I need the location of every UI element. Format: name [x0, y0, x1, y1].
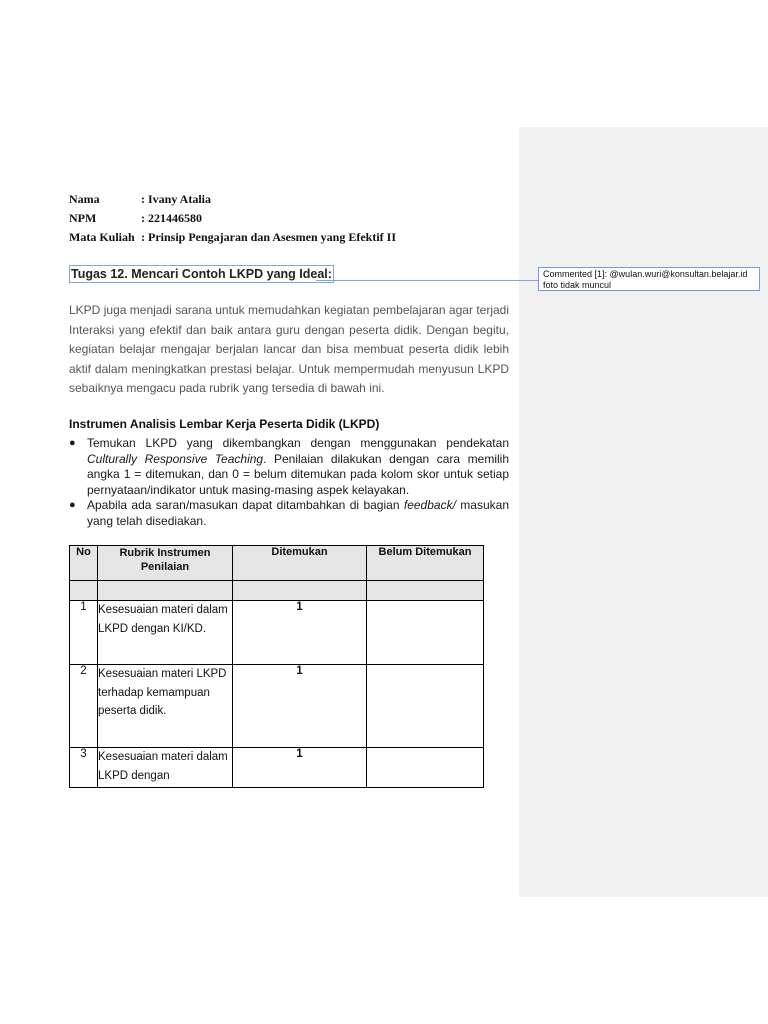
npm-label: NPM	[69, 211, 97, 225]
list-item-text: Apabila ada saran/masukan dapat ditambahkan di bagian feedback/ masukan yang telah disediakan.	[87, 498, 509, 528]
npm-row	[69, 209, 396, 228]
header-no: No	[70, 546, 98, 581]
rubric-table	[69, 545, 484, 788]
table-row	[70, 601, 484, 665]
comment-pane	[519, 127, 768, 897]
table-row	[70, 665, 484, 748]
table-cell	[233, 581, 367, 601]
matkul-value: : Prinsip Pengajaran dan Asesmen yang Efektif II	[141, 230, 397, 244]
table-row	[70, 748, 484, 788]
header-rubrik: Rubrik Instrumen Penilaian	[98, 546, 233, 581]
intro-paragraph: LKPD juga menjadi sarana untuk memudahkan kegiatan pembelajaran agar terjadi Interaksi yang efektif dan baik antara guru dengan peserta didik. Dengan begitu, kegiatan belajar mengajar berjalan lancar dan bisa membuat peserta didik lebih aktif dalam meningkatkan prestasi belajar. Untuk mempermudah menyusun LKPD sebaiknya mengacu pada rubrik yang tersedia di bawah ini.	[69, 303, 509, 395]
matkul-label: Mata Kuliah	[69, 230, 135, 244]
row-ditemukan[interactable]: 1	[233, 665, 367, 748]
list-item	[69, 436, 509, 498]
row-ditemukan[interactable]: 1	[233, 601, 367, 665]
row-no: 1	[70, 601, 98, 665]
comment-balloon[interactable]	[538, 267, 760, 291]
list-item-text: Temukan LKPD yang dikembangkan dengan menggunakan pendekatan Culturally Responsive Teaching. Penilaian dilakukan dengan cara memilih angka 1 = ditemukan, dan 0 = belum ditemukan pada kolom skor untuk setiap pernyataan/indikator untuk masing-masing aspek kelayakan.	[87, 436, 509, 497]
row-no: 2	[70, 665, 98, 748]
instruction-list	[69, 436, 509, 529]
comment-label: Commented [1]:	[543, 269, 608, 279]
matkul-row	[69, 228, 396, 247]
table-cell	[70, 581, 98, 601]
nama-value: : Ivany Atalia	[141, 192, 212, 206]
list-item	[69, 498, 509, 529]
header-belum-ditemukan: Belum Ditemukan	[367, 546, 484, 581]
row-belum-ditemukan[interactable]	[367, 601, 484, 665]
comment-text: foto tidak muncul	[543, 280, 612, 290]
header-ditemukan: Ditemukan	[233, 546, 367, 581]
table-shaded-row	[70, 581, 484, 601]
row-ditemukan[interactable]: 1	[233, 748, 367, 788]
row-no: 3	[70, 748, 98, 788]
student-info	[69, 190, 396, 247]
comment-connector-line	[316, 280, 538, 281]
comment-author: @wulan.wuri@konsultan.belajar.id	[609, 269, 748, 279]
section-heading: Instrumen Analisis Lembar Kerja Peserta Didik (LKPD)	[69, 417, 380, 431]
bullet-icon: ●	[69, 437, 76, 449]
task-title[interactable]: Tugas 12. Mencari Contoh LKPD yang Ideal:	[71, 267, 332, 281]
npm-value: : 221446580	[141, 211, 202, 225]
table-cell	[98, 581, 233, 601]
row-belum-ditemukan[interactable]	[367, 748, 484, 788]
table-header-row	[70, 546, 484, 581]
row-rubrik: Kesesuaian materi dalam LKPD dengan	[98, 748, 233, 788]
table-cell	[367, 581, 484, 601]
nama-row	[69, 190, 396, 209]
row-rubrik: Kesesuaian materi dalam LKPD dengan KI/KD.	[98, 601, 233, 665]
bullet-icon: ●	[69, 499, 76, 511]
nama-label: Nama	[69, 192, 100, 206]
row-rubrik: Kesesuaian materi LKPD terhadap kemampuan peserta didik.	[98, 665, 233, 748]
row-belum-ditemukan[interactable]	[367, 665, 484, 748]
